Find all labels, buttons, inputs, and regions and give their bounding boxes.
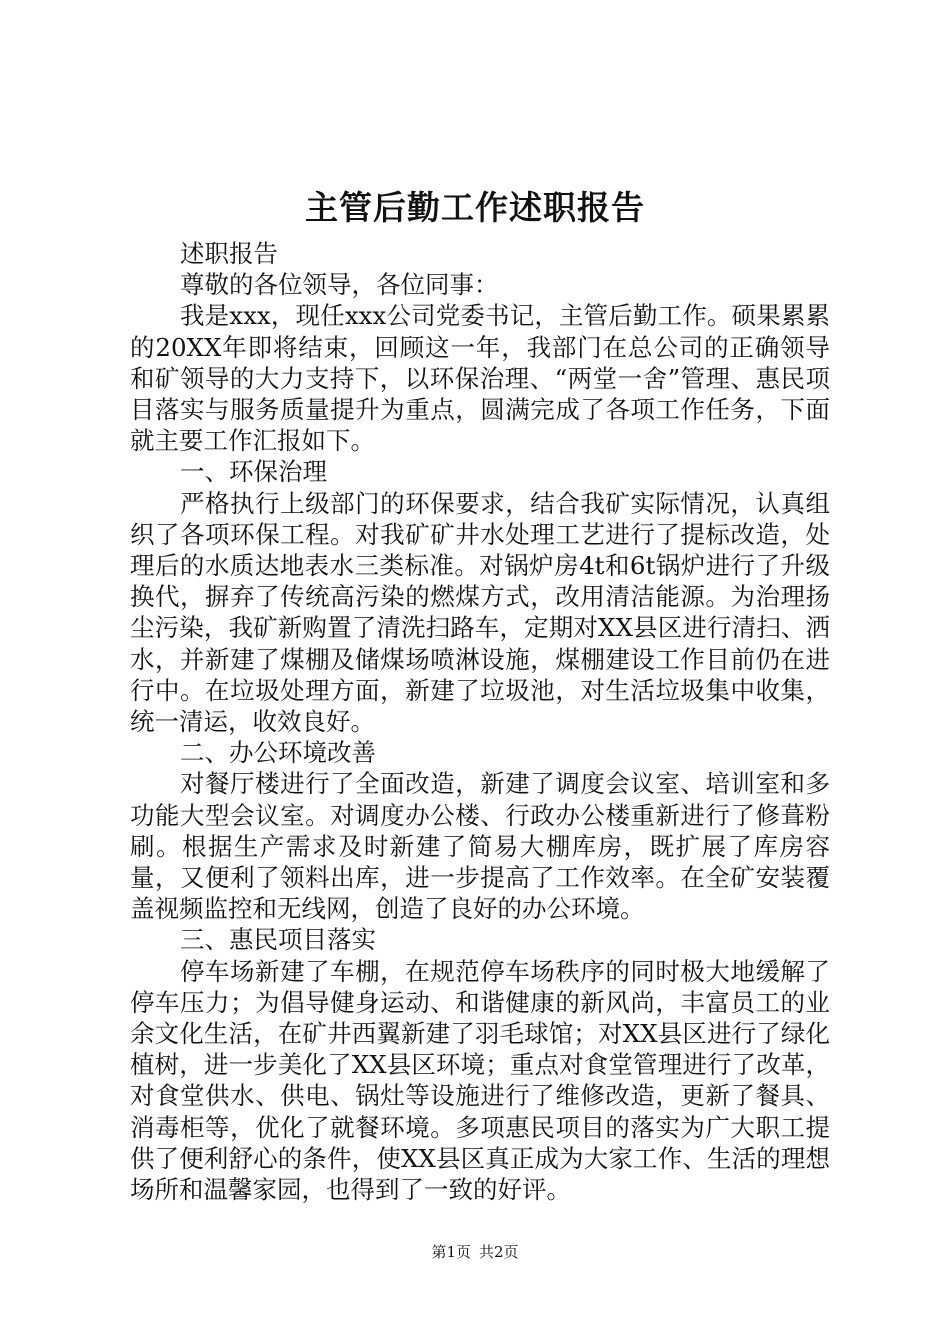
document-title: 主管后勤工作述职报告 bbox=[305, 188, 645, 227]
paragraph-section-2: 对餐厅楼进行了全面改造，新建了调度会议室、培训室和多功能大型会议室。对调度办公楼、行政办公楼重新进行了修葺粉刷。根据生产需求及时新建了简易大棚库房，既扩展了库房容量，又便利了领料出库，进一步提高了工作效率。在全矿安装覆盖视频监控和无线网，创造了良好的办公环境。 bbox=[130, 769, 830, 924]
page-footer bbox=[0, 1242, 950, 1262]
page-total: 共2页 bbox=[479, 1243, 519, 1261]
paragraph-section-1: 严格执行上级部门的环保要求，结合我矿实际情况，认真组织了各项环保工程。对我矿矿井水处理工艺进行了提标改造，处理后的水质达地表水三类标准。对锅炉房4t和6t锅炉进行了升级换代，摒弃了传统高污染的燃煤方式，改用清洁能源。为治理扬尘污染，我矿新购置了清洗扫路车，定期对XX县区进行清扫、洒水，并新建了煤棚及储煤场喷淋设施，煤棚建设工作目前仍在进行中。在垃圾处理方面，新建了垃圾池，对生活垃圾集中收集，统一清运，收效良好。 bbox=[130, 488, 830, 737]
paragraph-section-3: 停车场新建了车棚，在规范停车场秩序的同时极大地缓解了停车压力；为倡导健身运动、和谐健康的新风尚，丰富员工的业余文化生活，在矿井西翼新建了羽毛球馆；对XX县区进行了绿化植树，进一步美化了XX县区环境；重点对食堂管理进行了改革，对食堂供水、供电、锅灶等设施进行了维修改造，更新了餐具、消毒柜等，优化了就餐环境。多项惠民项目的落实为广大职工提供了便利舒心的条件，使XX县区真正成为大家工作、生活的理想场所和温馨家园，也得到了一致的好评。 bbox=[130, 956, 830, 1205]
document-body bbox=[130, 238, 830, 1205]
paragraph-heading: 述职报告 bbox=[180, 239, 278, 268]
section-heading-1: 一、环保治理 bbox=[180, 457, 327, 487]
paragraph-intro: 我是xxx，现任xxx公司党委书记，主管后勤工作。硕果累累的20XX年即将结束，回顾这一年，我部门在总公司的正确领导和矿领导的大力支持下，以环保治理、“两堂一舍”管理、惠民项目落实与服务质量提升为重点，圆满完成了各项工作任务，下面就主要工作汇报如下。 bbox=[130, 301, 830, 456]
section-heading-2: 二、办公环境改善 bbox=[180, 738, 376, 768]
page-number: 第1页 bbox=[431, 1243, 471, 1261]
paragraph-salutation: 尊敬的各位领导，各位同事： bbox=[180, 270, 499, 300]
section-heading-3: 三、惠民项目落实 bbox=[180, 925, 376, 955]
